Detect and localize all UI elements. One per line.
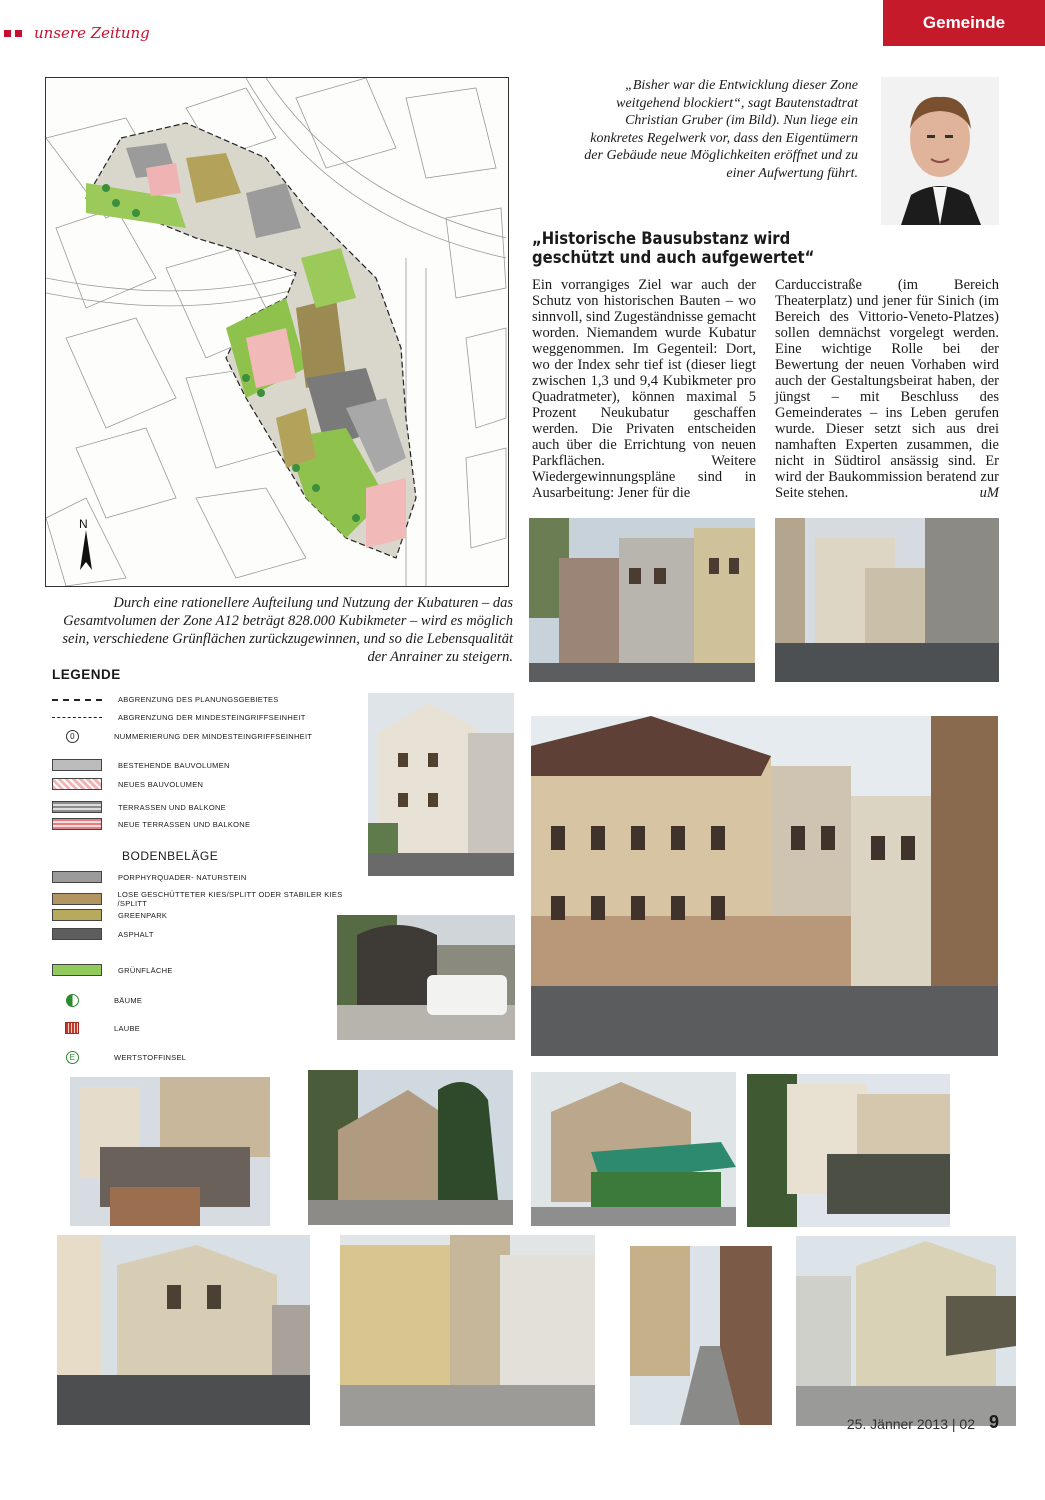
photo-narrow-lane [630, 1246, 772, 1425]
photo-street-buildings-2 [775, 518, 999, 682]
legend-swatch [52, 759, 102, 771]
article-column-2-text: Carduccistraße (im Bereich Theaterplatz) und jener für Sinich (im Bereich des Vittorio-Veneto-Platzes) sollen demnächst vorgelegt werden. Eine wichtige Rolle bei der Bewertung der neuen Vorhaben wird auch der Gestaltungsbeirat haben, der jüngst – mit Beschluss des Gemeinderates – ins Leben gerufen wurde. Dieser setzt sich aus drei namhaften Experten zusammen, die nicht in Südtirol ansässig sind. Er wird der Baukommission beratend zur Seite stehen. [775, 277, 999, 501]
legend-label: LAUBE [114, 1023, 141, 1033]
pull-quote: „Bisher war die Entwicklung dieser Zone weitgehend blockiert“, sagt Bautenstadtrat Christian Gruber (im Bild). Nun liege ein konkretes Regelwerk vor, dass den Eigentümern der Gebäude neue Möglichkeiten eröffnet und zu einer Aufwertung führt. [584, 78, 858, 181]
legend-item [52, 964, 173, 976]
author-signature: uM [979, 485, 999, 501]
portrait-photo [881, 77, 999, 225]
legend-label: NUMMERIERUNG DER MINDESTEINGRIFFSEINHEIT [114, 732, 313, 741]
legend-label: ASPHALT [118, 929, 154, 939]
legend-label: BESTEHENDE BAUVOLUMEN [118, 760, 230, 770]
photo-street-buildings-1 [529, 518, 755, 682]
legend-item [52, 818, 250, 830]
photo-old-house-trees [308, 1070, 513, 1225]
arbor-icon [65, 1022, 79, 1034]
legend-subtitle: BODENBELÄGE [122, 849, 219, 863]
photo-corner-building-road [57, 1235, 310, 1425]
legend-item [52, 713, 306, 722]
photo-courtyard-shrine [340, 1235, 595, 1426]
legend-swatch [52, 909, 102, 921]
legend-label: GRÜNFLÄCHE [118, 965, 173, 975]
legend-label: GREENPARK [118, 910, 168, 920]
legend-swatch [52, 801, 102, 813]
legend-item [52, 801, 226, 813]
footer-date: 25. Jänner 2013 | 02 [846, 1416, 975, 1432]
legend-item [52, 994, 142, 1007]
legend-item [52, 759, 230, 771]
legend-swatch [52, 871, 102, 883]
legend-item [52, 1022, 140, 1034]
legend-line-swatch [52, 717, 102, 718]
photo-backyard-shed [70, 1077, 270, 1226]
legend-item [52, 928, 154, 940]
photo-main-street-row [531, 716, 998, 1056]
legend-swatch [52, 818, 102, 830]
legend-title: LEGENDE [52, 667, 121, 682]
legend-swatch [52, 778, 102, 790]
legend-swatch [52, 964, 102, 976]
page-number: 9 [989, 1412, 1000, 1432]
article-headline: „Historische Bausubstanz wird geschützt und auch aufgewertet“ [532, 229, 815, 267]
zoning-map [45, 77, 509, 587]
legend-swatch [52, 893, 102, 905]
legend-label: NEUES BAUVOLUMEN [118, 779, 204, 789]
legend-item [52, 730, 312, 743]
header-brand [0, 18, 150, 48]
photo-green-canopy [531, 1072, 736, 1226]
legend-item [52, 890, 372, 908]
legend-item [52, 778, 203, 790]
photo-corner-house [368, 693, 514, 876]
legend-label: LOSE GESCHÜTTETER KIES/SPLITT ODER STABILER KIES /SPLITT [117, 890, 343, 908]
legend-label: WERTSTOFFINSEL [114, 1053, 187, 1062]
legend-label: NEUE TERRASSEN UND BALKONE [118, 819, 251, 829]
number-circle-icon: 0 [66, 730, 79, 743]
photo-balconies-tree [747, 1074, 950, 1227]
legend-label: BÄUME [114, 996, 143, 1005]
legend-label: TERRASSEN UND BALKONE [118, 802, 226, 812]
photo-house-stairs [796, 1236, 1016, 1426]
legend-item [52, 1051, 186, 1064]
legend-line-swatch [52, 699, 102, 701]
map-legend [52, 667, 372, 1062]
legend-label: PORPHYRQUADER- NATURSTEIN [118, 872, 247, 882]
photo-parking-courtyard [337, 915, 515, 1040]
legend-item [52, 695, 279, 704]
legend-item [52, 909, 167, 921]
legend-item [52, 871, 247, 883]
article-column-1: Ein vorrangiges Ziel war auch der Schutz von historischen Bauten – wo sinnvoll, sind Zugeständnisse gemacht worden. Niemandem wurde Kubatur weggenommen. Im Gegenteil: Dort, wo der Index sehr tief ist (dieser liegt zwischen 1,3 und 9,4 Kubikmeter pro Quadratmeter), können maximal 5 Prozent Neukubatur geschaffen werden. Die Privaten entscheiden auch über die Errichtung von neuen Parkflächen. Weitere Wiedergewinnungspläne sind in Ausarbeitung: Jener für die [532, 277, 756, 501]
brand-logo: unsere Zeitung [34, 24, 150, 42]
legend-label: ABGRENZUNG DES PLANUNGSGEBIETES [118, 695, 279, 704]
section-tab: Gemeinde [883, 0, 1045, 46]
brand-square [4, 30, 11, 37]
tree-icon [66, 994, 79, 1007]
article-column-2 [775, 277, 999, 501]
legend-swatch [52, 928, 102, 940]
map-caption: Durch eine rationellere Aufteilung und Nutzung der Kubaturen – das Gesamtvolumen der Zone A12 beträgt 828.000 Kubikmeter – wird es möglich sein, verschiedene Grünflächen zurückzugewinnen, und so die Lebensqualität der Anrainer zu steigern. [62, 595, 513, 665]
north-label: N [79, 517, 88, 531]
recycling-point-icon: E [66, 1051, 79, 1064]
legend-label: ABGRENZUNG DER MINDESTEINGRIFFSEINHEIT [118, 713, 306, 722]
brand-square [15, 30, 22, 37]
